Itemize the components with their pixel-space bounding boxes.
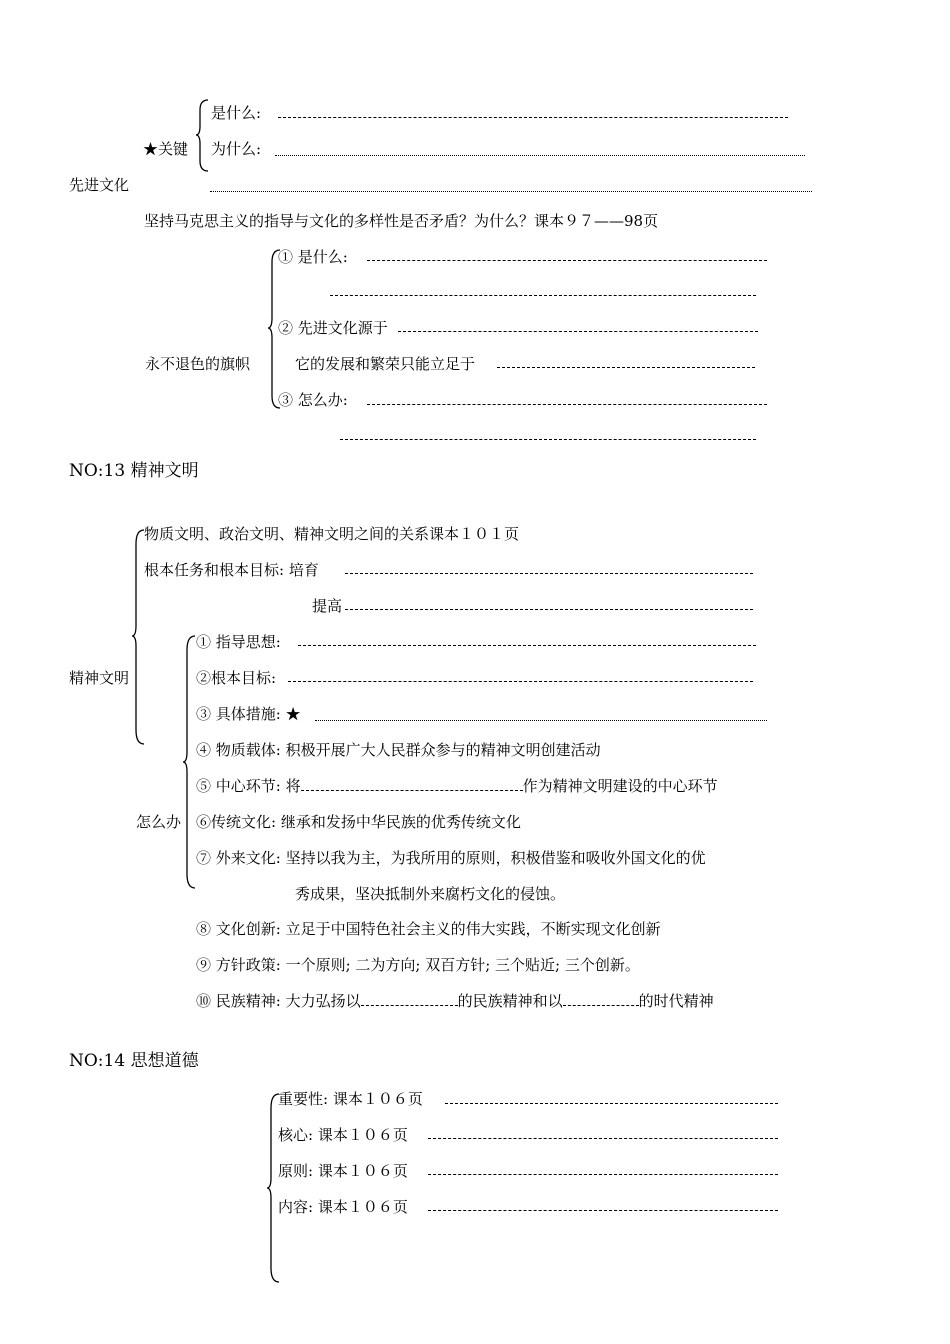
key-why-blank: [275, 155, 805, 156]
banner-how-blank-2: [340, 439, 756, 440]
improve-blank: [345, 609, 753, 610]
key-what-label: 是什么:: [211, 104, 262, 122]
banner-how-blank: [367, 404, 767, 405]
item-5-prefix: ⑤ 中心环节: 将: [196, 777, 301, 795]
item-2-label: ②根本目标:: [196, 669, 277, 687]
improve-label: 提高: [312, 597, 343, 615]
item-10-prefix: ⑩ 民族精神: 大力弘扬以: [196, 992, 361, 1010]
item-1-label: ① 指导思想:: [196, 633, 281, 651]
item-3-blank: [315, 720, 767, 721]
item-10-mid: 的民族精神和以: [457, 992, 563, 1010]
content-blank: [428, 1210, 778, 1211]
key-label: ★关键: [143, 140, 189, 158]
banner-label: 永不退色的旗帜: [145, 355, 251, 373]
item-10-line: [196, 991, 714, 1011]
item-6-text: ⑥传统文化: 继承和发扬中华民族的优秀传统文化: [196, 813, 521, 831]
item-5-line: [196, 776, 718, 796]
advanced-culture-label: 先进文化: [69, 176, 130, 194]
task-goal-label: 根本任务和根本目标: 培育: [144, 561, 319, 579]
banner-basis-label: 它的发展和繁荣只能立足于: [295, 355, 476, 373]
item-10-blank-2: [563, 991, 639, 1006]
no13-heading: NO:13 精神文明: [69, 461, 199, 481]
banner-basis-blank: [497, 367, 755, 368]
core-blank: [428, 1138, 778, 1139]
morality-brace: [267, 1092, 281, 1284]
how-label: 怎么办: [136, 813, 182, 831]
key-brace: [196, 98, 210, 173]
relation-text: 物质文明、政治文明、精神文明之间的关系课本１０１页: [144, 525, 520, 543]
principle-blank: [428, 1174, 778, 1175]
item-1-blank: [298, 645, 756, 646]
item-2-blank: [288, 681, 753, 682]
question-text: 坚持马克思主义的指导与文化的多样性是否矛盾？为什么？课本９７——98页: [144, 212, 659, 230]
core-label: 核心: 课本１０６页: [278, 1126, 408, 1144]
item-7-text-cont: 秀成果，坚决抵制外来腐朽文化的侵蚀。: [295, 885, 566, 903]
task-goal-blank: [345, 573, 753, 574]
item-5-suffix: 作为精神文明建设的中心环节: [522, 777, 718, 795]
importance-label: 重要性: 课本１０６页: [278, 1090, 423, 1108]
item-8-text: ⑧ 文化创新: 立足于中国特色社会主义的伟大实践，不断实现文化创新: [196, 920, 661, 938]
banner-what-blank: [367, 260, 767, 261]
item-10-suffix: 的时代精神: [638, 992, 714, 1010]
banner-how-label: ③ 怎么办:: [278, 391, 348, 409]
banner-source-label: ② 先进文化源于: [278, 319, 388, 337]
importance-blank: [445, 1103, 778, 1104]
key-why-label: 为什么:: [211, 140, 262, 158]
key-extra-blank: [210, 191, 812, 192]
spiritual-label: 精神文明: [69, 669, 130, 687]
item-9-text: ⑨ 方针政策: 一个原则; 二为方向; 双百方针; 三个贴近; 三个创新。: [196, 956, 640, 974]
item-10-blank-1: [361, 991, 458, 1006]
banner-source-blank: [398, 331, 758, 332]
item-5-blank: [301, 776, 523, 791]
item-7-text: ⑦ 外来文化: 坚持以我为主，为我所用的原则，积极借鉴和吸收外国文化的优: [196, 849, 706, 867]
item-3-label: ③ 具体措施: ★: [196, 705, 301, 723]
key-what-blank: [278, 117, 788, 118]
banner-what-blank-2: [330, 295, 756, 296]
banner-what-label: ① 是什么:: [278, 248, 348, 266]
content-label: 内容: 课本１０６页: [278, 1198, 408, 1216]
no14-heading: NO:14 思想道德: [69, 1051, 199, 1071]
principle-label: 原则: 课本１０６页: [278, 1162, 408, 1180]
how-brace: [183, 634, 197, 890]
item-4-text: ④ 物质载体: 积极开展广大人民群众参与的精神文明创建活动: [196, 741, 601, 759]
